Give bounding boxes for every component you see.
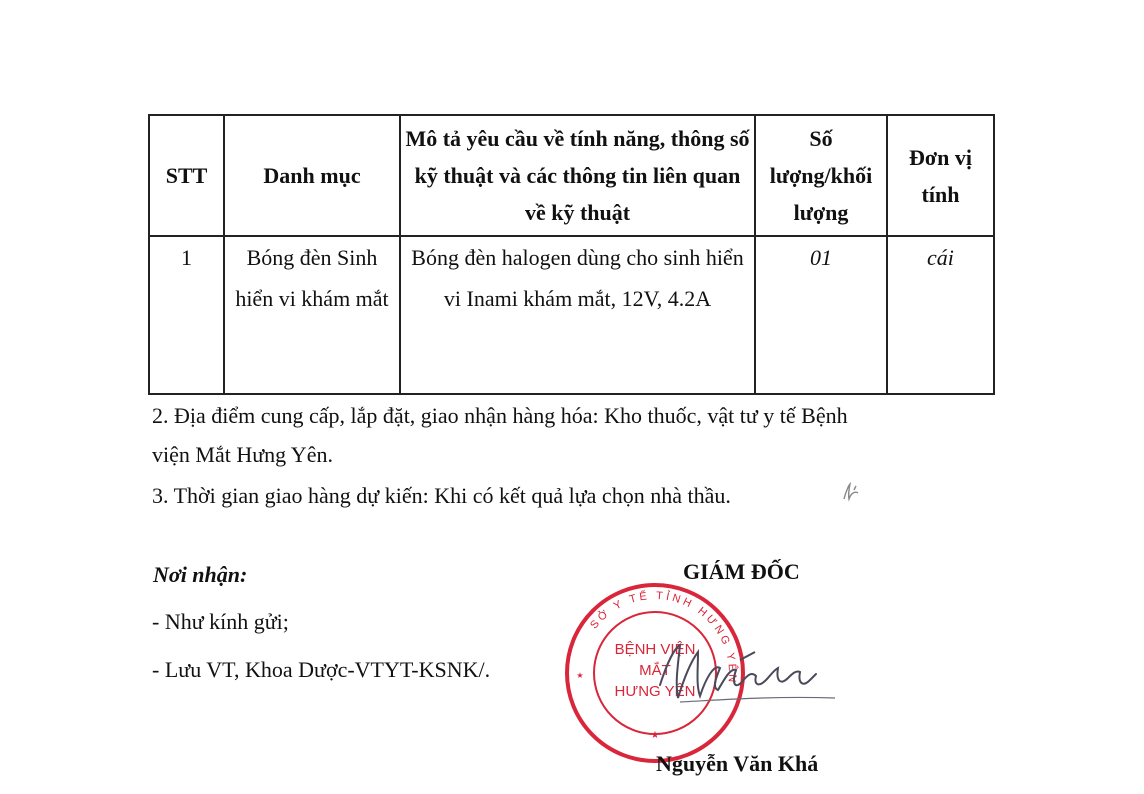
seal-line-1: BỆNH VIỆN xyxy=(614,641,696,658)
signer-name: Nguyễn Văn Khá xyxy=(656,751,819,776)
delivery-time: 3. Thời gian giao hàng dự kiến: Khi có kết quả lựa chọn nhà thầu. xyxy=(152,483,731,508)
recipient-item: - Lưu VT, Khoa Dược-VTYT-KSNK/. xyxy=(152,657,491,682)
delivery-location-line2: viện Mắt Hưng Yên. xyxy=(152,442,333,467)
seal-line-3: HƯNG YÊN xyxy=(614,683,696,700)
cell-category: Bóng đèn Sinh hiển vi khám mắt xyxy=(224,236,400,394)
signature-icon xyxy=(620,630,860,720)
delivery-location-line1: 2. Địa điểm cung cấp, lắp đặt, giao nhận hàng hóa: Kho thuốc, vật tư y tế Bệnh xyxy=(152,403,848,428)
director-title: GIÁM ĐỐC xyxy=(683,559,800,584)
table-header-row xyxy=(149,115,994,236)
svg-text:★: ★ xyxy=(576,671,584,680)
spec-table xyxy=(148,114,995,395)
cell-unit: cái xyxy=(887,236,994,394)
recipients-title: Nơi nhận: xyxy=(153,562,248,587)
header-quantity: Số lượng/khối lượng xyxy=(755,115,887,236)
initial-mark-icon xyxy=(840,481,862,503)
seal-line-2: MẮT xyxy=(639,662,671,679)
svg-text:★: ★ xyxy=(650,730,660,741)
header-category: Danh mục xyxy=(224,115,400,236)
cell-quantity: 01 xyxy=(755,236,887,394)
seal-ring-text: SỞ Y TẾ TỈNH HƯNG YÊN xyxy=(588,589,739,686)
header-stt: STT xyxy=(149,115,224,236)
header-description: Mô tả yêu cầu về tính năng, thông số kỹ thuật và các thông tin liên quan về kỹ thuật xyxy=(400,115,755,236)
recipient-item: - Như kính gửi; xyxy=(152,609,289,634)
cell-description: Bóng đèn halogen dùng cho sinh hiển vi Inami khám mắt, 12V, 4.2A xyxy=(400,236,755,394)
header-unit: Đơn vị tính xyxy=(887,115,994,236)
cell-stt: 1 xyxy=(149,236,224,394)
table-row xyxy=(149,236,994,394)
